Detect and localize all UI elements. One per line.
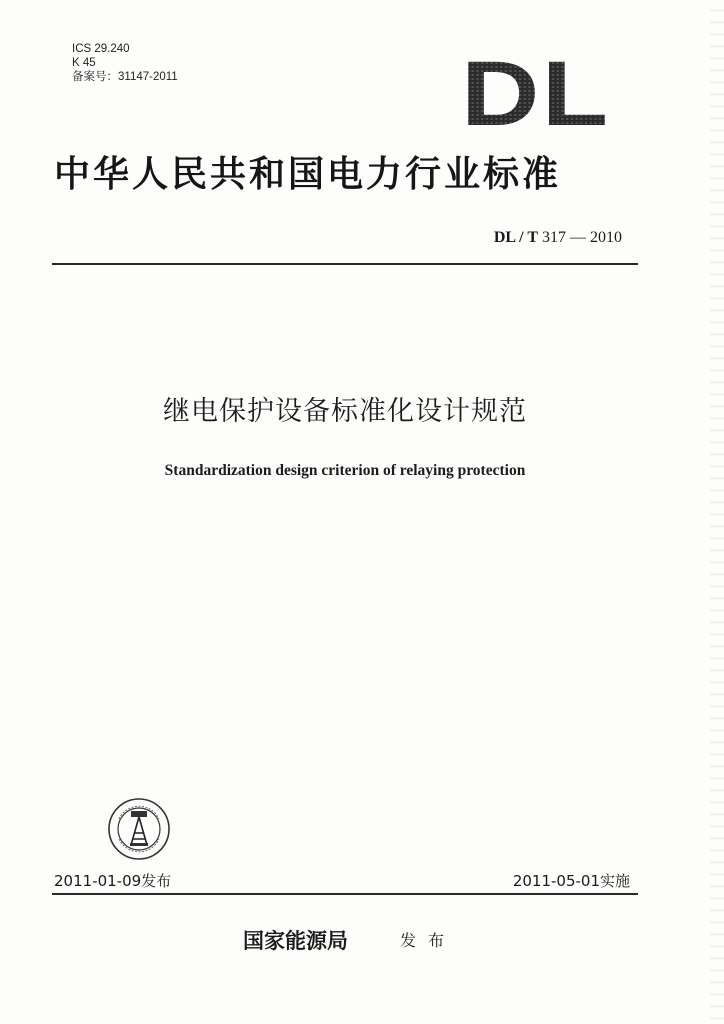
bottom-divider (52, 893, 638, 895)
standard-number-value: 317 — 2010 (542, 229, 622, 246)
publisher-name: 国家能源局 (243, 928, 348, 953)
implementation-date: 2011-05-01实施 (512, 872, 630, 890)
standard-number (494, 229, 622, 247)
publisher-seal-icon (107, 797, 171, 861)
issue-date: 2011-01-09发布 (54, 872, 172, 890)
scan-edge (710, 0, 724, 1024)
dl-logo-text: DL (461, 57, 611, 131)
top-divider (52, 263, 638, 265)
record-number: 备案号：31147-2011 (72, 71, 178, 83)
standard-prefix: DL / T (493, 229, 538, 246)
publish-label: 发布 (400, 931, 457, 950)
title-english: Standardization design criterion of relaying protection (164, 462, 526, 479)
ics-code: ICS 29.240 (72, 43, 130, 55)
class-code: K 45 (72, 57, 96, 69)
title-chinese: 继电保护设备标准化设计规范 (163, 396, 527, 427)
dl-logo (461, 57, 639, 131)
main-title: 中华人民共和国电力行业标准 (54, 153, 562, 195)
header-meta (72, 42, 178, 84)
